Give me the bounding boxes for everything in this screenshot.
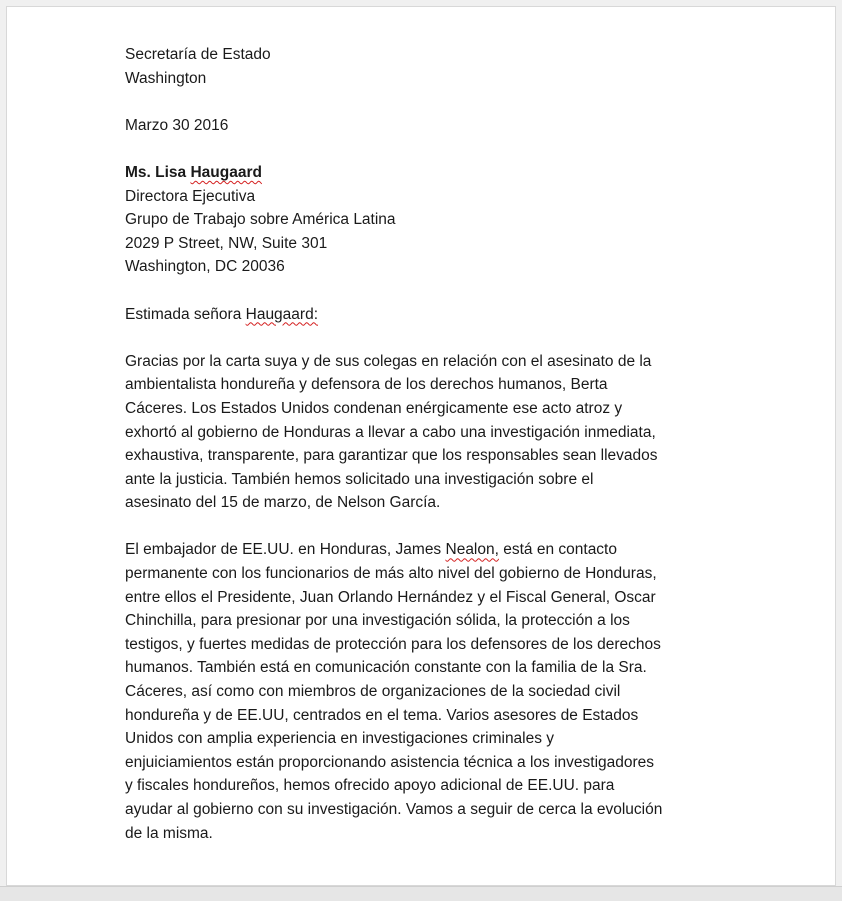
paragraph-line: de la misma. <box>125 824 213 842</box>
sender-block <box>125 43 765 90</box>
document-page <box>6 6 836 886</box>
salutation <box>125 303 765 327</box>
paragraph-line: hondureña y de EE.UU, centrados en el tema. Varios asesores de Estados <box>125 706 639 724</box>
recipient-surname: Haugaard <box>190 163 262 181</box>
paragraph-line: permanente con los funcionarios de más alto nivel del gobierno de Honduras, <box>125 565 657 583</box>
paragraph-line: enjuiciamientos están proporcionando asistencia técnica a los investigadores <box>125 753 655 771</box>
letter-date: Marzo 30 2016 <box>125 116 229 134</box>
paragraph-line: Cáceres. Los Estados Unidos condenan enérgicamente ese acto atroz y <box>125 399 623 417</box>
paragraph-line: exhaustiva, transparente, para garantizar que los responsables sean llevados <box>125 447 658 465</box>
recipient-name-prefix: Ms. Lisa <box>125 163 191 181</box>
recipient-name <box>125 161 765 185</box>
spacer <box>125 90 765 114</box>
recipient-organization: Grupo de Trabajo sobre América Latina <box>125 211 396 229</box>
paragraph-line: ayudar al gobierno con su investigación. Vamos a seguir de cerca la evolución <box>125 801 663 818</box>
paragraph-text: está en contacto <box>498 541 617 559</box>
spacer <box>125 137 765 161</box>
paragraph-line: Gracias por la carta suya y de sus colegas en relación con el asesinato de la <box>125 352 652 370</box>
ambassador-surname: Nealon, <box>445 541 499 559</box>
paragraph-line <box>125 538 765 562</box>
paragraph-line: asesinato del 15 de marzo, de Nelson García. <box>125 494 441 512</box>
paragraph-line: Unidos con amplia experiencia en investigaciones criminales y <box>125 730 555 748</box>
spacer <box>125 515 765 539</box>
paragraph-line: Chinchilla, para presionar por una investigación sólida, la protección a los <box>125 612 630 630</box>
salutation-prefix: Estimada señora <box>125 305 246 323</box>
sender-org: Secretaría de Estado <box>125 46 271 63</box>
paragraph-line: ante la justicia. También hemos solicitado una investigación sobre el <box>125 470 594 488</box>
paragraph-line: testigos, y fuertes medidas de protección para los defensores de los derechos <box>125 635 661 653</box>
recipient-street: 2029 P Street, NW, Suite 301 <box>125 234 328 252</box>
sender-city: Washington <box>125 69 207 87</box>
paragraph-1 <box>125 350 765 515</box>
paragraph-text: El embajador de EE.UU. en Honduras, James <box>125 541 446 559</box>
salutation-surname: Haugaard: <box>245 305 319 323</box>
paragraph-line: entre ellos el Presidente, Juan Orlando Hernández y el Fiscal General, Oscar <box>125 588 656 606</box>
spacer <box>125 279 765 303</box>
paragraph-2 <box>125 538 765 845</box>
paragraph-line: Cáceres, así como con miembros de organizaciones de la sociedad civil <box>125 683 621 701</box>
recipient-city: Washington, DC 20036 <box>125 258 285 276</box>
bottom-bar <box>0 886 842 901</box>
spacer <box>125 326 765 350</box>
recipient-block <box>125 161 765 279</box>
paragraph-line: ambientalista hondureña y defensora de los derechos humanos, Berta <box>125 376 608 394</box>
recipient-title: Directora Ejecutiva <box>125 187 256 205</box>
letter-body <box>125 43 765 845</box>
paragraph-line: y fiscales hondureños, hemos ofrecido apoyo adicional de EE.UU. para <box>125 777 615 795</box>
paragraph-line: humanos. También está en comunicación constante con la familia de la Sra. <box>125 659 647 677</box>
paragraph-line: exhortó al gobierno de Honduras a llevar a cabo una investigación inmediata, <box>125 423 656 441</box>
